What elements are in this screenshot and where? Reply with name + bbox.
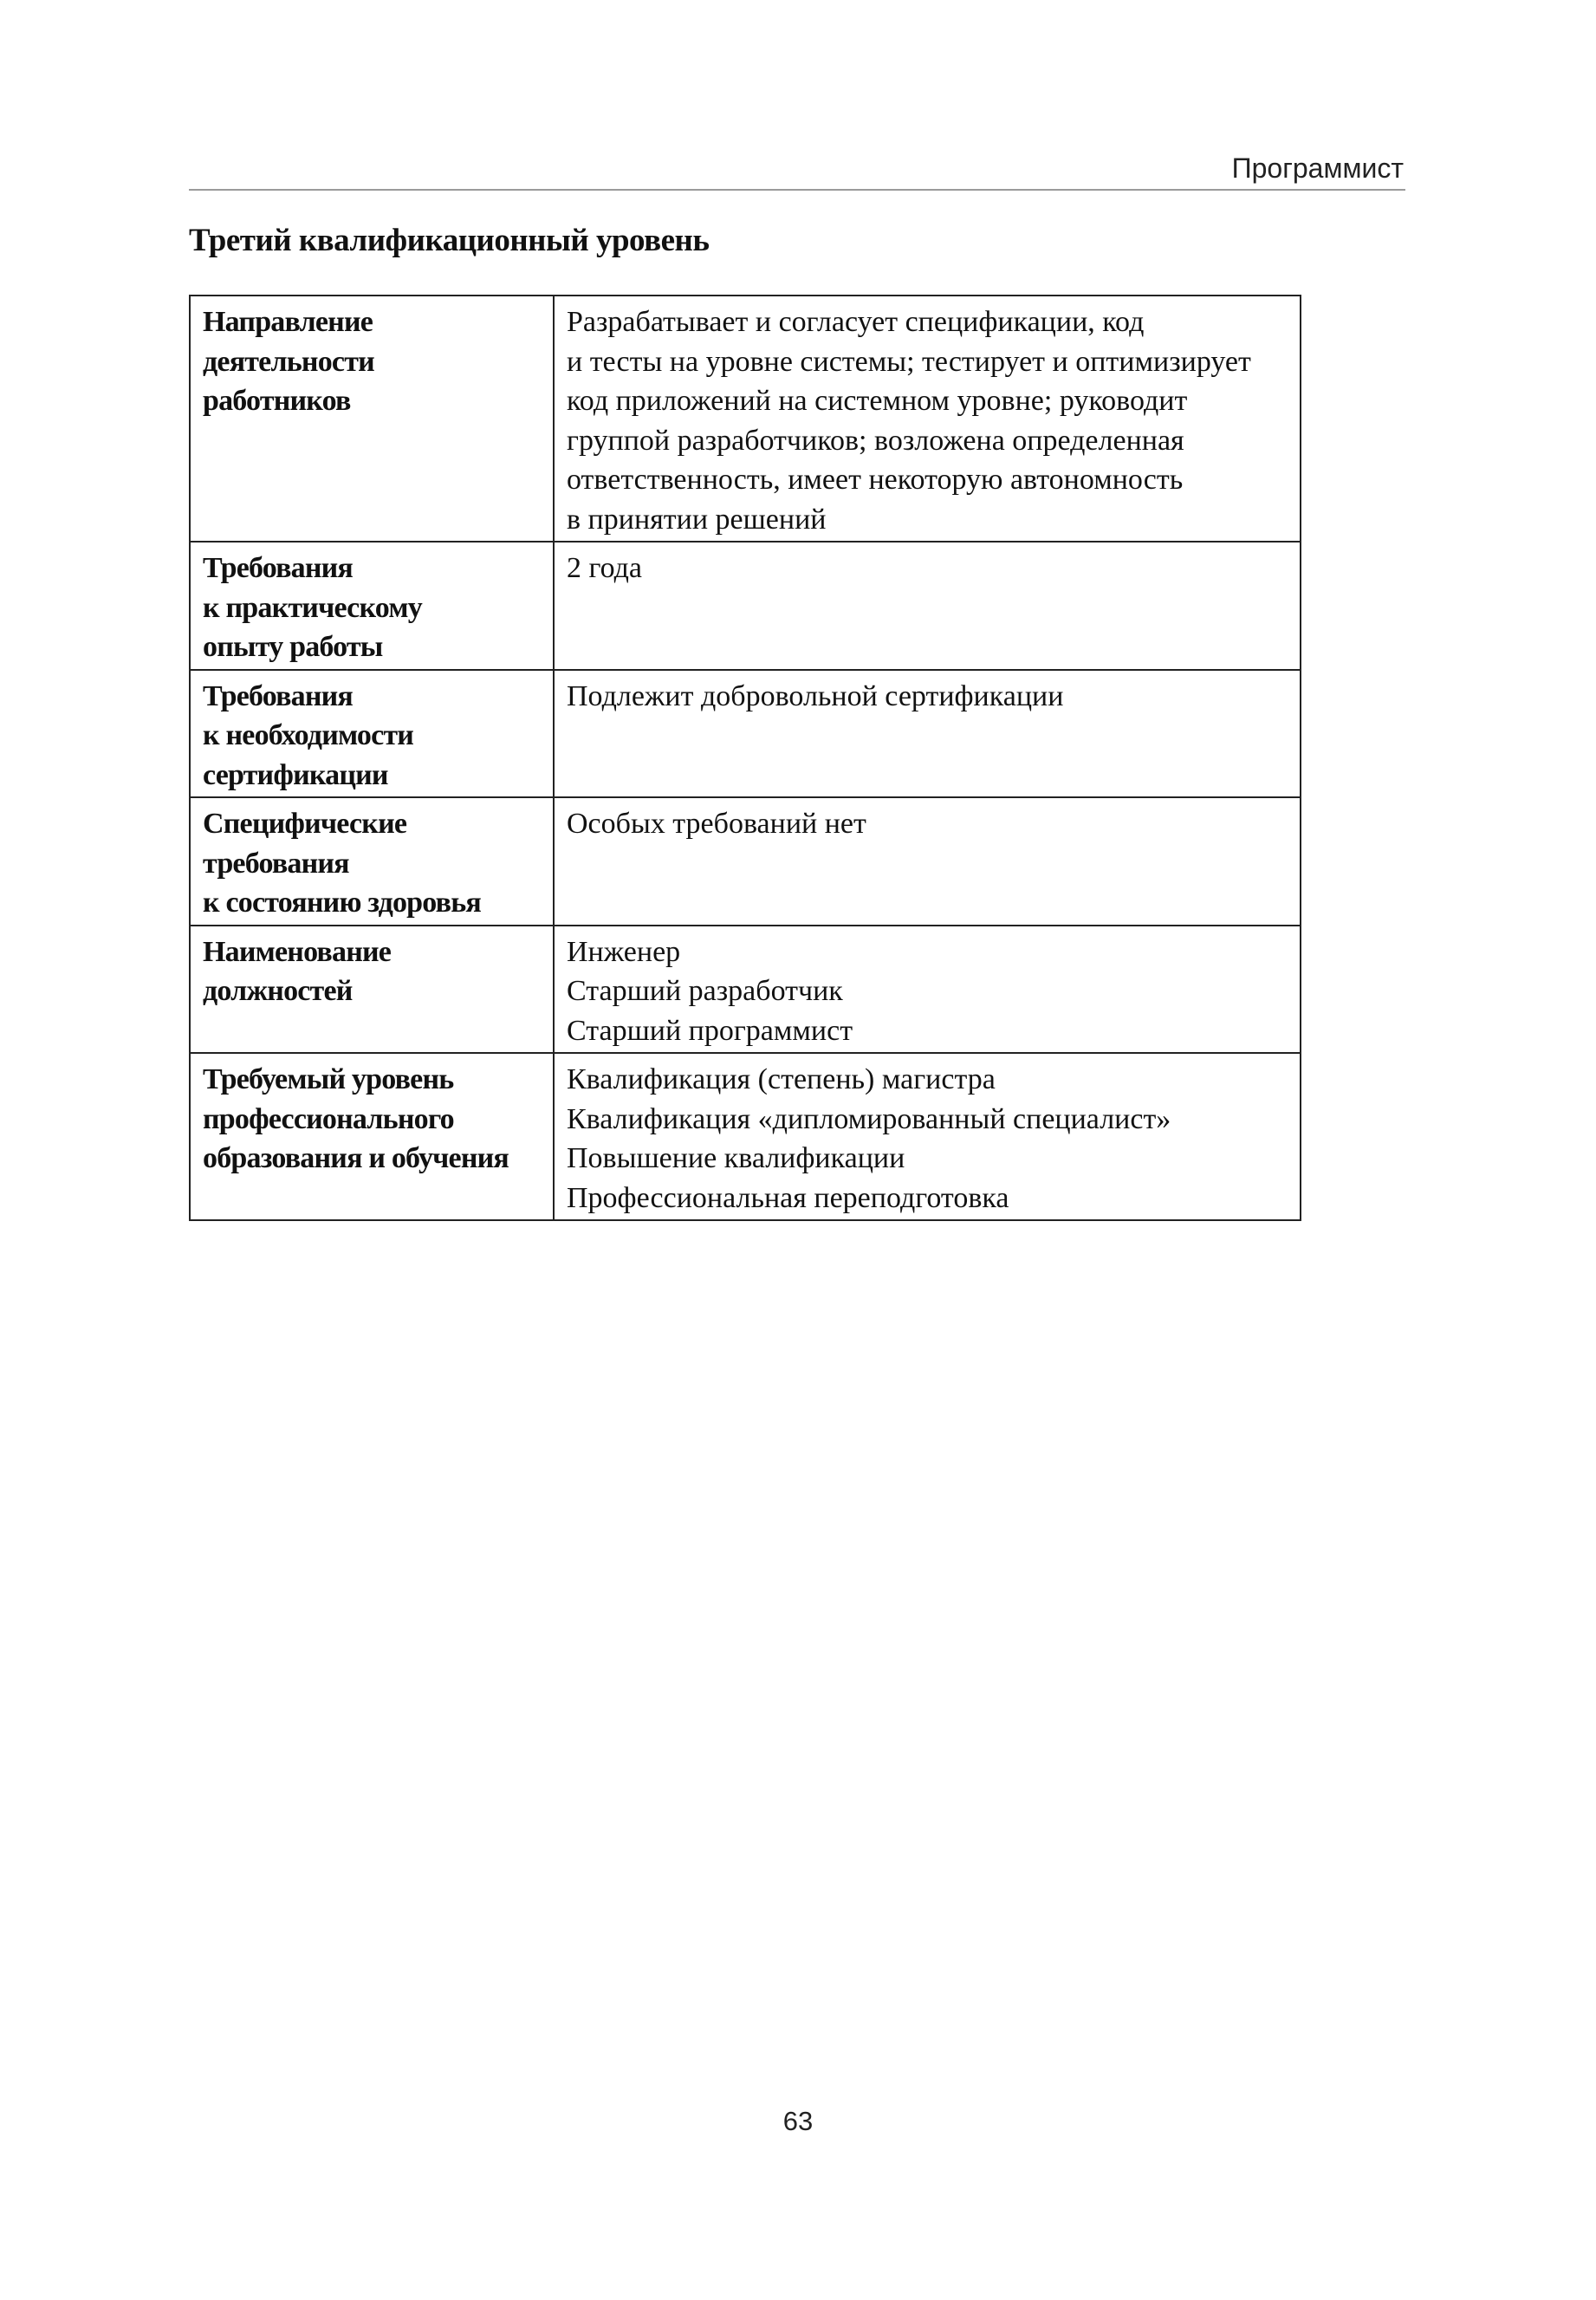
label-line: к практическому bbox=[203, 591, 422, 624]
label-line: профессионального bbox=[203, 1102, 454, 1135]
label-line: опыту работы bbox=[203, 631, 383, 663]
value-line: группой разработчиков; возложена определенная bbox=[567, 424, 1184, 457]
row-label-cell bbox=[190, 296, 554, 542]
value-line: код приложений на системном уровне; руководит bbox=[567, 385, 1188, 417]
value-line: Особых требований нет bbox=[567, 808, 866, 840]
table-row bbox=[190, 296, 1301, 542]
value-line: Квалификация «дипломированный специалист» bbox=[567, 1102, 1171, 1135]
label-line: деятельности bbox=[203, 345, 374, 378]
row-value-cell bbox=[554, 926, 1301, 1054]
row-label-cell bbox=[190, 1053, 554, 1220]
value-line: Разрабатывает и согласует спецификации, код bbox=[567, 306, 1145, 338]
label-line: требования bbox=[203, 847, 349, 880]
row-value-cell bbox=[554, 1053, 1301, 1220]
table-row bbox=[190, 1053, 1301, 1220]
running-head bbox=[189, 147, 1405, 191]
table-row bbox=[190, 797, 1301, 926]
value-line: и тесты на уровне системы; тестирует и оптимизирует bbox=[567, 345, 1251, 378]
table-row bbox=[190, 542, 1301, 670]
label-line: образования и обучения bbox=[203, 1142, 509, 1174]
value-line: ответственность, имеет некоторую автономность bbox=[567, 464, 1184, 496]
label-line: к состоянию здоровья bbox=[203, 887, 481, 919]
row-label-cell bbox=[190, 670, 554, 798]
table-row bbox=[190, 926, 1301, 1054]
label-line: Требования bbox=[203, 552, 354, 584]
value-line: Повышение квалификации bbox=[567, 1142, 905, 1174]
label-line: Наименование bbox=[203, 935, 392, 968]
table-row bbox=[190, 670, 1301, 798]
label-line: Требуемый уровень bbox=[203, 1063, 454, 1095]
label-line: должностей bbox=[203, 975, 353, 1007]
page-number: 63 bbox=[782, 2106, 814, 2136]
row-value-cell bbox=[554, 797, 1301, 926]
row-label-cell bbox=[190, 542, 554, 670]
value-line: Квалификация (степень) магистра bbox=[567, 1063, 996, 1095]
row-value-cell bbox=[554, 296, 1301, 542]
value-line: Подлежит добровольной сертификации bbox=[567, 679, 1064, 712]
label-line: работников bbox=[203, 385, 351, 417]
qualification-table bbox=[189, 295, 1301, 1221]
value-line: Профессиональная переподготовка bbox=[567, 1181, 1009, 1214]
value-line: в принятии решений bbox=[567, 503, 827, 536]
row-label-cell bbox=[190, 797, 554, 926]
label-line: Специфические bbox=[203, 808, 407, 840]
value-line: Инженер bbox=[567, 935, 681, 968]
row-value-cell bbox=[554, 542, 1301, 670]
running-head-title: Программист bbox=[1231, 153, 1404, 184]
label-line: сертификации bbox=[203, 758, 388, 791]
label-line: к необходимости bbox=[203, 719, 414, 751]
row-label-cell bbox=[190, 926, 554, 1054]
label-line: Направление bbox=[203, 306, 373, 338]
value-line: Старший программист bbox=[567, 1014, 853, 1047]
value-line: Старший разработчик bbox=[567, 975, 843, 1007]
section-title: Третий квалификационный уровень bbox=[189, 223, 710, 258]
value-line: 2 года bbox=[567, 552, 643, 584]
row-value-cell bbox=[554, 670, 1301, 798]
label-line: Требования bbox=[203, 679, 354, 712]
